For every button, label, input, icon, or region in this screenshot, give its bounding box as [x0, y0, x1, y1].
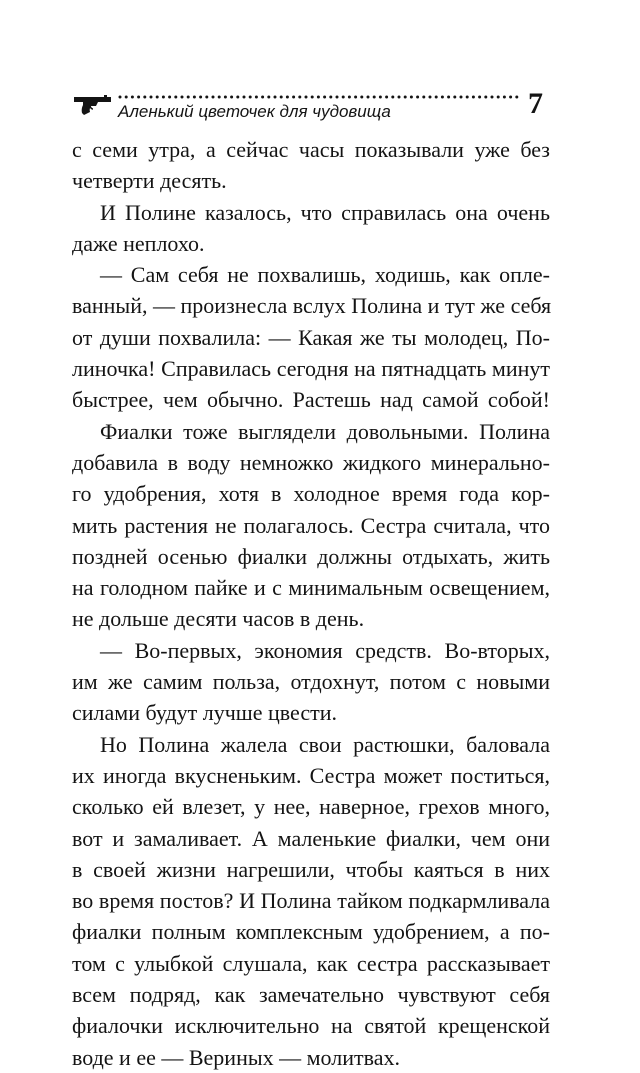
text-line: мить растения не полагалось. Сестра считала, что	[72, 512, 550, 538]
text-line: вот и замаливает. А маленькие фиалки, чем они	[72, 825, 550, 851]
text-line: на голодном пайке и с минимальным освещением,	[72, 575, 550, 601]
text-line: им же самим польза, отдохнут, потом с новыми	[72, 669, 550, 695]
text-line: быстрее, чем обычно. Растешь над самой собой!	[72, 387, 550, 413]
text-line: во время постов? И Полина тайком подкармливала	[72, 888, 550, 914]
text-line: воде и ее — Вериных — молитвах.	[72, 1044, 400, 1070]
text-line: го удобрения, хотя в холодное время года кор-	[72, 481, 550, 507]
text-line: в своей жизни нагрешили, чтобы каяться в них	[72, 856, 550, 882]
text-line: Фиалки тоже выглядели довольными. Полина	[100, 418, 550, 444]
text-line: силами будут лучше цвести.	[72, 700, 337, 726]
text-line: ванный, — произнесла вслух Полина и тут же себя	[72, 293, 552, 319]
text-line: фиалки полным комплексным удобрением, а по-	[72, 919, 550, 945]
text-line: не дольше десяти часов в день.	[72, 606, 365, 632]
text-line: — Во-первых, экономия средств. Во-вторых,	[100, 637, 550, 663]
text-line: И Полине казалось, что справилась она очень	[100, 199, 550, 225]
text-line: их иногда вкусненьким. Сестра может поститься,	[72, 762, 550, 788]
text-line: — Сам себя не похвалишь, ходишь, как опле-	[100, 262, 550, 288]
text-line: Но Полина жалела свои растюшки, баловала	[100, 731, 550, 757]
header-dotted-rule	[118, 94, 521, 100]
text-line: фиалочки исключительно на святой крещенской	[72, 1013, 550, 1039]
page-number: 7	[528, 87, 543, 120]
text-line: поздней осенью фиалки должны отдыхать, жить	[72, 543, 550, 569]
text-line: всем подряд, как замечательно чувствуют себя	[72, 982, 550, 1008]
text-line: даже неплохо.	[72, 230, 205, 256]
running-title: Аленький цветочек для чудовища	[118, 102, 391, 121]
page-header	[72, 86, 560, 126]
text-line: от души похвалила: — Какая же ты молодец, По-	[72, 324, 550, 350]
body-text	[72, 134, 550, 1073]
text-line: с семи утра, а сейчас часы показывали уже без	[72, 137, 550, 162]
text-line: том с улыбкой слушала, как сестра рассказывает	[72, 950, 550, 976]
text-line: добавила в воду немножко жидкого минерально-	[72, 449, 550, 475]
text-line: линочка! Справилась сегодня на пятнадцать минут	[72, 356, 550, 382]
text-line: четверти десять.	[72, 168, 227, 194]
revolver-icon	[72, 94, 112, 116]
text-line: сколько ей влезет, у нее, наверное, грехов много,	[72, 794, 550, 820]
